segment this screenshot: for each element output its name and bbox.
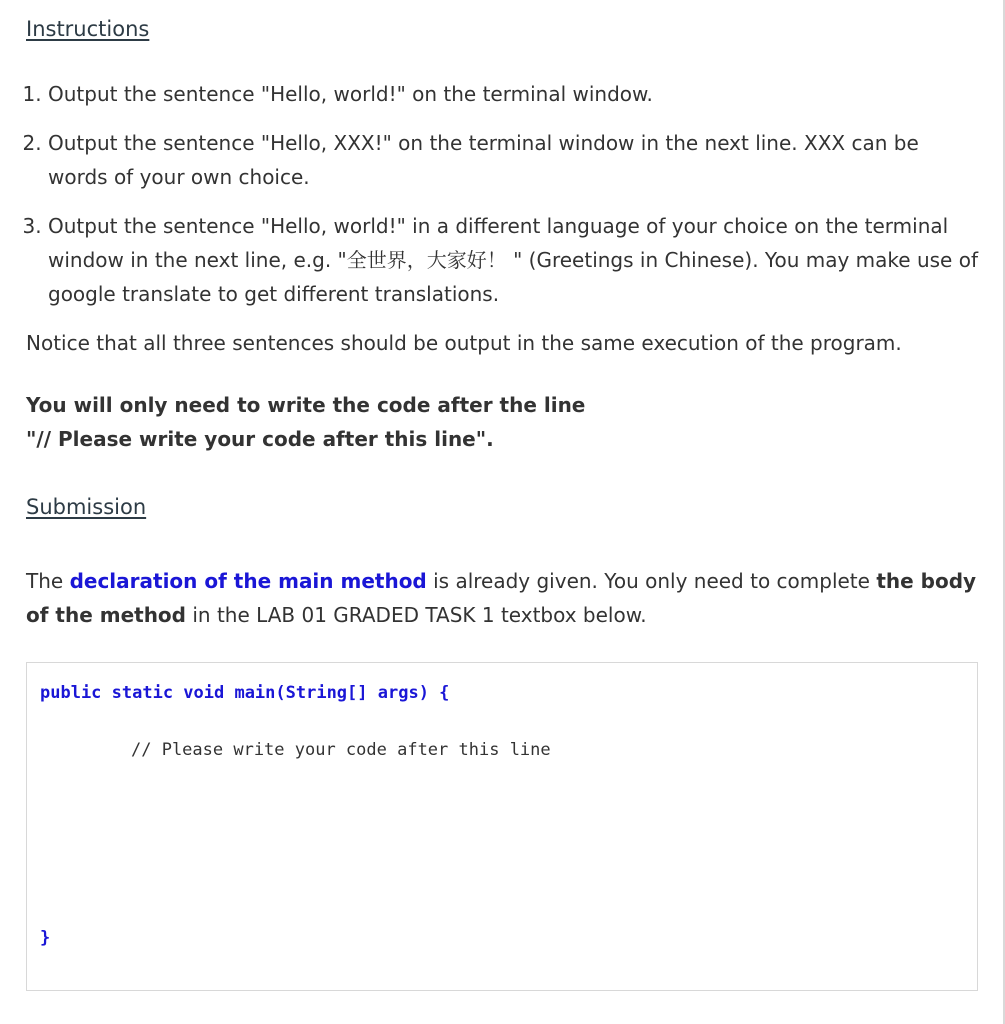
submission-intro-pre: The [26, 569, 70, 593]
submission-heading: Submission [26, 495, 147, 519]
method-body-emphasis: the body of the method [26, 569, 977, 627]
execution-notice: Notice that all three sentences should be output in the same execution of the program. [26, 331, 902, 355]
instructions-page [26, 14, 981, 632]
code-placeholder-comment: // Please write your code after this line [131, 740, 551, 760]
code-location-note [26, 388, 981, 456]
code-location-note-line-2: "// Please write your code after this line". [26, 427, 494, 451]
main-method-declaration-highlight: declaration of the main method [69, 569, 427, 593]
code-template-box [26, 662, 978, 991]
submission-instructions [26, 564, 981, 632]
main-method-signature: public static void main(String[] args) { [40, 683, 450, 703]
instructions-heading: Instructions [26, 17, 150, 41]
code-location-note-line-1: You will only need to write the code after the line [26, 393, 586, 417]
instruction-step-3: 3. Output the sentence "Hello, world!" in a different language of your choice on the terminal window in the next line, e.g. "全世界，大家好！ " (Greetings in Chinese). You may make use of google translate to get different translations. [48, 209, 981, 311]
closing-brace: } [40, 928, 51, 948]
instruction-steps-list [26, 77, 981, 311]
instruction-step-1: 1. Output the sentence "Hello, world!" on the terminal window. [48, 77, 981, 111]
instruction-step-2: 2. Output the sentence "Hello, XXX!" on the terminal window in the next line. XXX can be words of your own choice. [48, 126, 981, 194]
submission-intro-mid: is already given. You only need to complete [426, 569, 877, 593]
submission-intro-post: in the LAB 01 GRADED TASK 1 textbox below. [186, 603, 647, 627]
